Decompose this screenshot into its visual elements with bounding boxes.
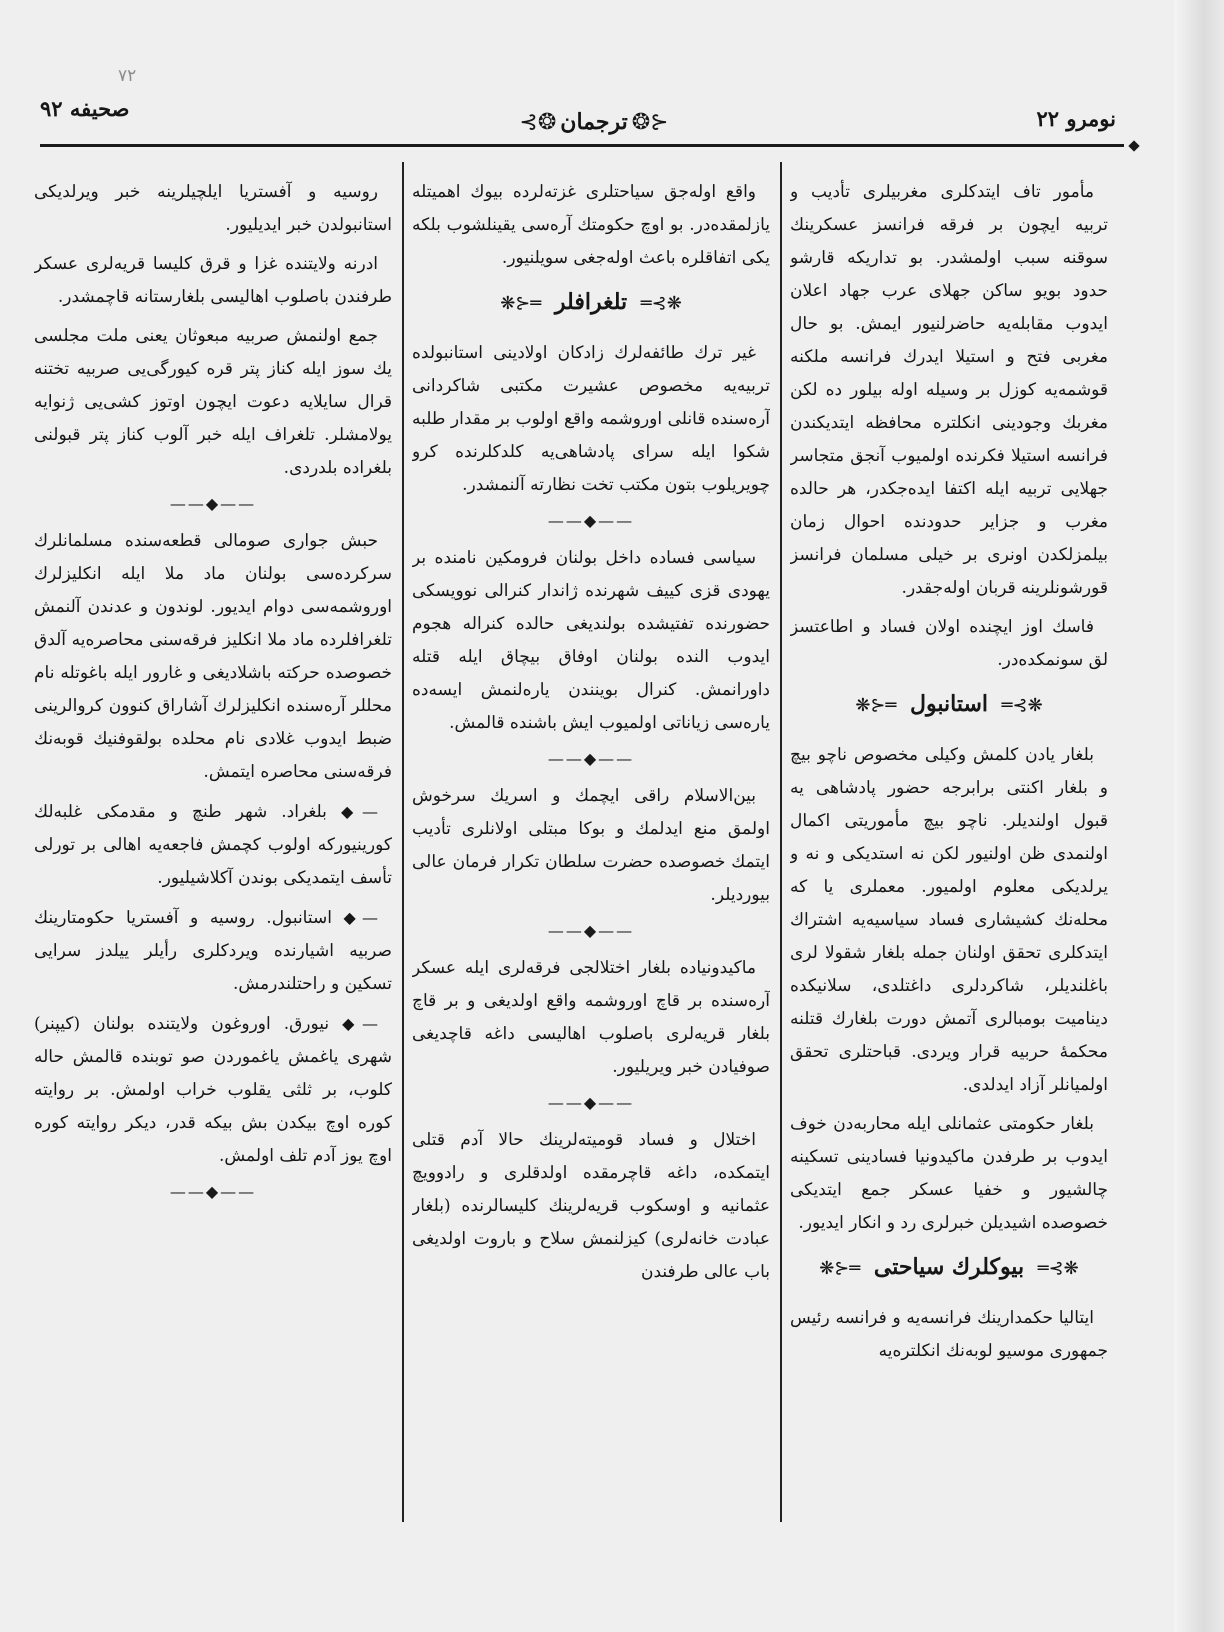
news-item-text: استانبول. روسيه و آفستريا حكومتارينك صربيه اشيارنده ويردكلری رأيلر ييلدز سرايی تسكين و راحتلندرمش.: [34, 908, 392, 994]
page-number-label: صحيفه ٩٢: [40, 96, 130, 121]
masthead-ornament-right: ❂⊱: [631, 109, 669, 135]
item-separator: ——◆——: [547, 511, 635, 530]
middle-column: [412, 176, 770, 1576]
section-title: تلغرافلر: [554, 289, 628, 315]
heading-ornament: ═⊰❋: [855, 695, 897, 716]
heading-ornament: ❋⊱═: [640, 293, 682, 314]
news-item: جمع اولنمش صربيه مبعوثان يعنی ملت مجلسی يك سوز ايله كناز پتر قره كيورگی‌يی صربيه تختنه قرال سايلايه دعوت ايچون اوتوز كشی‌يی ژنوايه يولامشلر. تلغراف ايله خبر آلوب كناز پتر قبولنی بلغراده بلدردی.: [34, 326, 392, 478]
article-paragraph: واقع اوله‌جق سياحتلری غزته‌لرده بيوك اهميتله يازلمقده‌در. بو اوچ حكومتك آره‌سی يقينلشوب بلكه يكی اتفاقلره باعث اوله‌جغی سويلنيور.: [412, 182, 770, 268]
masthead-ornament-left: ⊰❂: [519, 109, 557, 135]
telegram-item: سياسی فساده داخل بولنان فرومكين نامنده بر يهودی قزی كييف شهرنده ژاندار كنرالی نوويسكی حضورنده تفتيشده بولنديغی حالده كنراله هجوم ايدوب النده بولنان اوفاق بيچاق ايله قتله داورانمش. كنرال بوينندن يارەلنمش ايسه‌ده يارەسی زياناتی اولميوب ايش باشنده قالمش.: [412, 548, 770, 733]
telegram-item: غير ترك طائفه‌لرك زادكان اولادينی استانبولده تربيه‌يه مخصوص عشيرت مكتبی شاكردانی آره‌سنده قانلی اوروشمه واقع اولوب بر مقدار طلبه شكوا ايله سرای پادشاهی‌يه كلدكلرنده كرو چويريلوب بتون مكتب تخت نظارته آلنمشدر.: [412, 343, 770, 495]
heading-ornament: ═⊰❋: [819, 1258, 861, 1279]
masthead-title: ترجمان: [560, 109, 628, 135]
heading-ornament: ❋⊱═: [1001, 695, 1043, 716]
telegram-item: بين‌الاسلام راقی ايچمك و اسريك سرخوش اولمق منع ايدلمك و بوكا مبتلی اولانلری تأديب ايتمك خصوصده حضرت سلطان تكرار فرمان عالی بيورديلر.: [412, 786, 770, 905]
news-item: [34, 1007, 392, 1173]
left-column: [34, 176, 392, 1576]
scan-edge: [1174, 0, 1224, 1632]
item-mark: —◆: [341, 802, 378, 821]
news-item: [34, 901, 392, 1001]
masthead: [520, 104, 668, 140]
section-title: استانبول: [910, 691, 988, 717]
item-separator: ——◆——: [547, 1093, 635, 1112]
pencil-page-mark: ٧٢: [118, 66, 137, 86]
article-paragraph: بلغار حكومتی عثمانلی ايله محاربه‌دن خوف ايدوب بر طرفدن ماكيدونيا فسادينی تسكينه چالشيور و خفيا عسكر جمع ايتديكی خصوصده اشيديلن خبرلری رد و انكار ايديور.: [790, 1114, 1108, 1233]
section-heading-telegrams: [412, 285, 770, 321]
news-item: ادرنه ولايتنده غزا و قرق كليسا قريه‌لری عسكر طرفندن باصلوب اهاليسی بلغارستانه قاچمشدر.: [34, 254, 392, 307]
item-mark: —◆: [343, 908, 378, 927]
telegram-item: ماكيدونياده بلغار اختلالجی فرقه‌لری ايله عسكر آره‌سنده بر قاچ اوروشمه واقع اولديغی و بر قاچ بلغار قريه‌لری باصلوب اهاليسی داغه قاچديغی صوفيادن خبر ويريليور.: [412, 958, 770, 1077]
section-heading-travel: [790, 1250, 1108, 1286]
article-paragraph: بلغار يادن كلمش وكيلی مخصوص ناچو بيچ و بلغار اكنتی برابرجه حضور پادشاهی يه قبول اولنديلر. ناچو بيچ مأموريتی اكمال اولنمدی ظن اولنيور لكن نه استديكی و نه و يرلديكی معلوم اولميور. معملری يا كه محله‌نك كشيشاری فساد سياسيه‌يه اشتراك ايتدكلری تحقق اولنان جمله بلغار شقولا لری باغلنديلر، شاكردلری داغتلدی، سلانيكده ديناميت بومبالری آتمش دورت بلغارك قتلنه محكمهٔ حربيه قرار ويردی. قباحتلری تحقق اولميانلر آزاد ايدلدی.: [790, 745, 1108, 1095]
item-separator: ——◆——: [169, 1182, 257, 1201]
news-item-text: نيورق. اوروغون ولايتنده بولنان (كيپنر) شهری ياغمش ياغموردن صو توبنده قالمش حاله كلوب، بر ثلثی يقلوب خراب اولمش. بر روايته كوره اوچ بيكدن بش بيكه قدر، ديكر روايته كوره اوچ يوز آدم تلف اولمش.: [34, 1014, 392, 1166]
article-paragraph: فاسك اوز ايچنده اولان فساد و اطاعتسز لق سونمكده‌در.: [790, 617, 1108, 670]
news-item: روسيه و آفستريا ايلچيلرينه خبر ويرلديكی استانبولدن خبر ايديليور.: [34, 182, 392, 235]
heading-ornament: ❋⊱═: [1037, 1258, 1079, 1279]
item-separator: ——◆——: [547, 921, 635, 940]
telegram-item: اختلال و فساد قومیته‌لرینك حالا آدم قتلی ايتمكده، داغه قاچرمقده اولدقلری و رادوويچ عثمانيه و اوسكوب قريه‌لرينك كليسالرنده (بلغار عبادت خانه‌لری) كيزلنمش سلاح و باروت اولديغی باب عالی طرفندن: [412, 1130, 770, 1282]
item-separator: ——◆——: [169, 494, 257, 513]
article-paragraph: مأمور تاف ايتدكلری مغربيلری تأديب و تربيه ايچون بر فرقه فرانسز عسكرينك سوقنه سبب اولمشدر. بو تداريكه قارشو حدود بويو ساكن جهلای عرب جهاد اعلان ايدوب مقابله‌يه حاضرلنيور ايمش. بو حال مغربی فتح و استيلا ايدرك فرانسه ملكنه قوشمه‌يه كوزل بر وسيله اوله بيلور ده لكن مغربك وجودينی انكلتره محافظه ايتديكندن فرانسه استيلا فكرنده اولميوب آنجق متجاسر جهلايی تربيه ايله اكتفا ايده‌جكدر، هر حالده مغرب و جزاير حدودنده احوال زمان بيلمزلكدن اونری بر خيلی مسلمان فرانسز قورشونلرينه قربان اوله‌جقدر.: [790, 182, 1108, 598]
item-separator: ——◆——: [547, 749, 635, 768]
header-rule: [40, 144, 1124, 147]
section-title: بيوكلرك سياحتی: [873, 1254, 1025, 1280]
article-paragraph: ايتاليا حكمدارينك فرانسه‌يه و فرانسه رئيس جمهوری موسيو لوبه‌نك انكلتره‌يه: [790, 1308, 1108, 1361]
column-divider-left: [402, 162, 404, 1522]
column-divider-right: [780, 162, 782, 1522]
news-item-text: بلغراد. شهر طنچ و مقدمكی غلبه‌لك كورينيوركه اولوب كچمش فاجعه‌يه اهالی بر تورلی تأسف ايتمديكی بوندن آكلاشيليور.: [34, 802, 392, 888]
right-column: [790, 176, 1108, 1576]
issue-number-label: نومرو ٢٢: [1036, 106, 1116, 131]
heading-ornament: ═⊰❋: [500, 293, 542, 314]
news-item: [34, 795, 392, 895]
news-item: حبش جواری صومالی قطعه‌سنده مسلمانلرك سركرده‌سی بولنان ماد ملا ايله انكليزلرك اوروشمه‌سی دوام ايديور. لوندون و عدندن آلنمش تلغرافلرده ماد ملا انكليز فرقه‌سنی محاصره‌يه آلدق خصوصده حركته باشلاديغی و غارور ايله باغوتله نام محللر آره‌سنده انكليزلرك آشاراق كنوون كروالرينی ضبط ايدوب غلادی نام محلده بولقوفنيك قوبه‌نك فرقه‌سنی محاصره ايتمش.: [34, 531, 392, 782]
item-mark: —◆: [342, 1014, 378, 1033]
section-heading-istanbul: [790, 687, 1108, 723]
